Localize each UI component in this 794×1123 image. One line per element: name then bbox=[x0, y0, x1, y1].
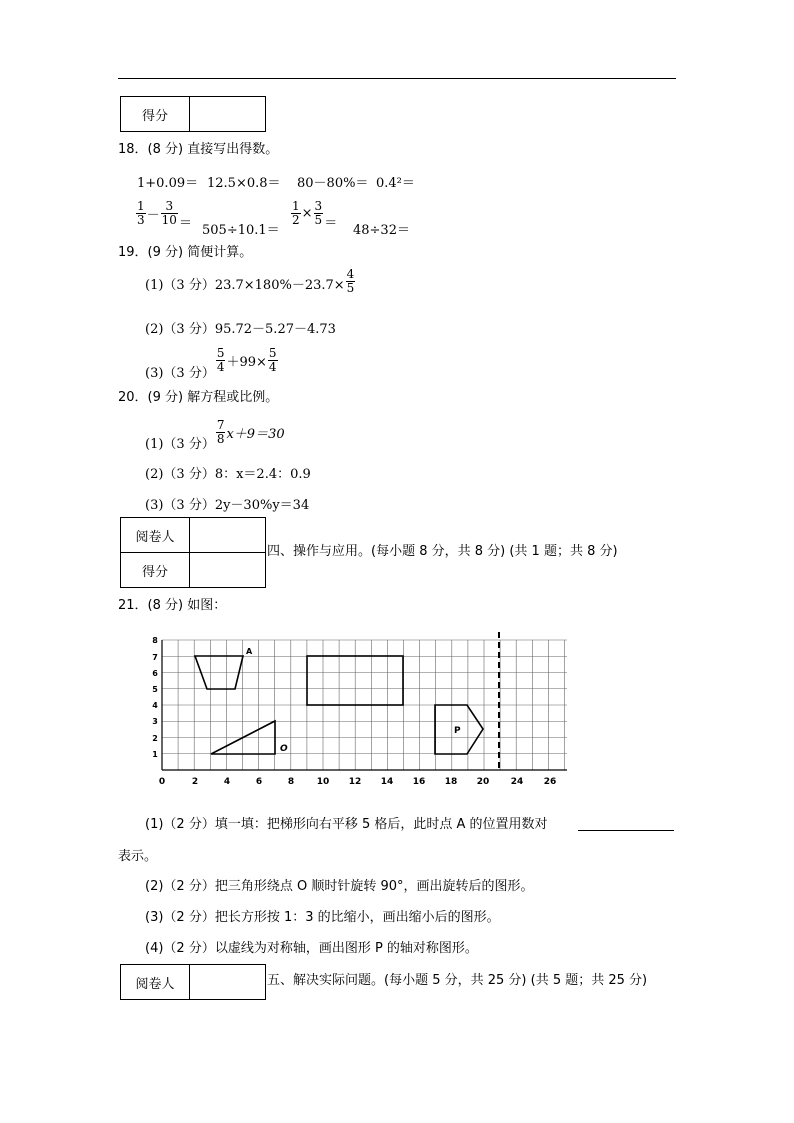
x-tick: 24 bbox=[510, 777, 524, 787]
x-tick: 20 bbox=[476, 777, 490, 787]
x-tick: 4 bbox=[223, 777, 231, 787]
grader-field[interactable] bbox=[190, 518, 266, 553]
y-tick: 1 bbox=[152, 750, 158, 759]
q19-p3: (3)（3 分） $\frac{5}{4}$ ＋99× $\frac{5}{4}$ bbox=[145, 346, 277, 381]
x-tick: 10 bbox=[316, 777, 330, 787]
q21-p1: (1)（2 分）填一填：把梯形向右平移 5 格后，此时点 A 的位置用数对 bbox=[145, 817, 548, 832]
q21-p2: (2)（2 分）把三角形绕点 O 顺时针旋转 90°，画出旋转后的图形。 bbox=[145, 879, 534, 894]
y-tick: 3 bbox=[152, 717, 158, 726]
y-tick: 6 bbox=[152, 669, 158, 678]
section5-title: 五、解决实际问题。(每小题 5 分，共 25 分) (共 5 题；共 25 分) bbox=[267, 973, 648, 988]
fraction: $\frac{3}{5}$ bbox=[314, 199, 323, 227]
q20-p2: (2)（3 分）8：x＝2.4：0.9 bbox=[145, 467, 311, 482]
y-tick: 5 bbox=[152, 685, 158, 694]
fraction: $\frac{5}{4}$ bbox=[268, 346, 277, 374]
q18-g: $\frac{1}{2}$ × $\frac{3}{5}$ ＝ bbox=[292, 199, 338, 231]
y-tick: 2 bbox=[152, 734, 158, 743]
grader-label: 阅卷人 bbox=[121, 518, 190, 553]
grader-field[interactable] bbox=[190, 965, 266, 1000]
answer-blank[interactable] bbox=[578, 818, 674, 831]
grader-label: 阅卷人 bbox=[121, 965, 190, 1000]
fraction: $\frac{7}{8}$ bbox=[216, 418, 225, 446]
q18-f: 505÷10.1＝ bbox=[202, 223, 280, 238]
q18-a: 1+0.09＝ bbox=[137, 176, 199, 191]
grader-box bbox=[120, 964, 266, 1000]
q19-p2: (2)（3 分）95.72－5.27－4.73 bbox=[145, 322, 336, 337]
header-rule bbox=[118, 78, 676, 79]
score-field[interactable] bbox=[190, 97, 266, 132]
score-label: 得分 bbox=[121, 553, 190, 588]
y-tick: 7 bbox=[152, 653, 158, 662]
x-tick: 26 bbox=[543, 777, 557, 787]
grader-box bbox=[120, 517, 266, 588]
label-a: A bbox=[246, 647, 253, 656]
label-p: P bbox=[454, 726, 461, 736]
q18-e: $\frac{1}{3}$ － $\frac{3}{10}$ ＝ bbox=[137, 199, 192, 231]
fraction: $\frac{4}{5}$ bbox=[346, 267, 355, 295]
q20-title: 20．(9 分) 解方程或比例。 bbox=[118, 390, 279, 405]
q21-p3: (3)（2 分）把长方形按 1：3 的比缩小，画出缩小后的图形。 bbox=[145, 910, 500, 925]
x-tick: 0 bbox=[158, 777, 166, 787]
q21-p1-cont: 表示。 bbox=[118, 849, 158, 864]
score-label: 得分 bbox=[121, 97, 190, 132]
x-tick: 8 bbox=[287, 777, 295, 787]
x-tick: 18 bbox=[444, 777, 458, 787]
fraction: $\frac{3}{10}$ bbox=[161, 199, 177, 227]
score-field[interactable] bbox=[190, 553, 266, 588]
fraction: $\frac{5}{4}$ bbox=[216, 346, 225, 374]
coordinate-grid-figure bbox=[140, 628, 580, 793]
q20-p1: (1)（3 分） $\frac{7}{8}$ x＋9＝30 bbox=[145, 418, 285, 452]
x-tick: 14 bbox=[380, 777, 394, 787]
q18-title: 18．(8 分) 直接写出得数。 bbox=[118, 142, 279, 157]
score-box bbox=[120, 96, 266, 132]
q20-p3: (3)（3 分）2y－30%y＝34 bbox=[145, 498, 310, 513]
y-tick: 8 bbox=[152, 636, 158, 645]
q18-d: 0.4²＝ bbox=[376, 176, 415, 191]
q21-title: 21．(8 分) 如图： bbox=[118, 598, 227, 613]
fraction: $\frac{1}{2}$ bbox=[292, 199, 300, 227]
q18-b: 12.5×0.8＝ bbox=[207, 176, 281, 191]
x-tick: 16 bbox=[412, 777, 426, 787]
section4-title: 四、操作与应用。(每小题 8 分，共 8 分) (共 1 题；共 8 分) bbox=[267, 544, 618, 559]
q19-p1: (1)（3 分）23.7×180%－23.7× $\frac{4}{5}$ bbox=[145, 267, 355, 295]
label-o: O bbox=[280, 744, 288, 754]
q18-h: 48÷32＝ bbox=[353, 223, 410, 238]
y-tick: 4 bbox=[152, 701, 158, 710]
q19-title: 19．(9 分) 简便计算。 bbox=[118, 245, 253, 260]
q21-p4: (4)（2 分）以虚线为对称轴，画出图形 P 的轴对称图形。 bbox=[145, 941, 478, 956]
x-tick: 2 bbox=[191, 777, 199, 787]
x-tick: 12 bbox=[348, 777, 362, 787]
q18-c: 80－80%＝ bbox=[297, 176, 369, 191]
fraction: $\frac{1}{3}$ bbox=[137, 199, 145, 227]
x-tick: 6 bbox=[255, 777, 263, 787]
